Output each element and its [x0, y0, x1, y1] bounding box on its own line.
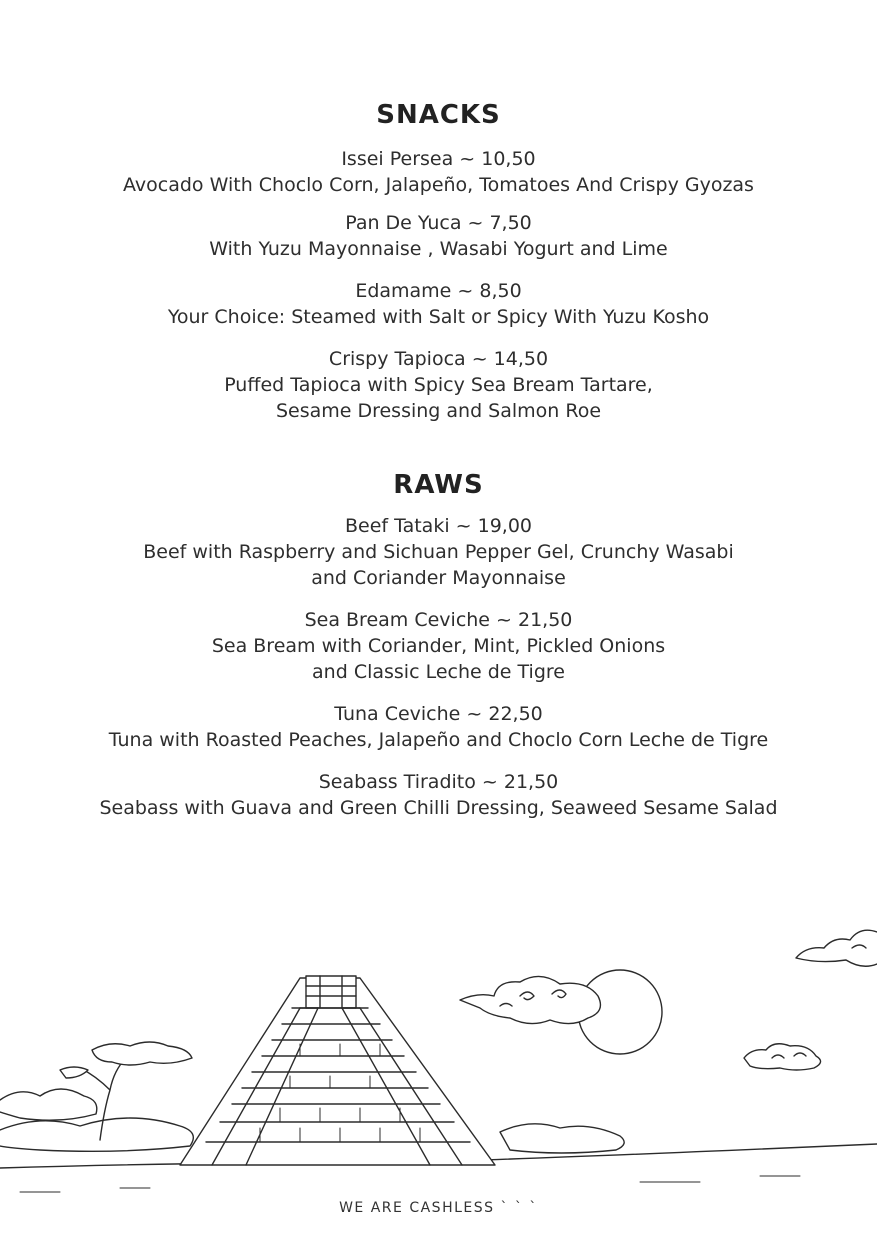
- item-description: Tuna with Roasted Peaches, Jalapeño and Choclo Corn Leche de Tigre: [108, 729, 769, 751]
- item-name-price: Issei Persea ~ 10,50: [341, 148, 536, 170]
- menu-item-edamame: [0, 278, 877, 330]
- pyramid-icon: [180, 976, 495, 1165]
- item-name-price: Seabass Tiradito ~ 21,50: [318, 771, 559, 793]
- item-description: and Classic Leche de Tigre: [312, 661, 565, 683]
- item-description: Sesame Dressing and Salmon Roe: [275, 400, 602, 422]
- landscape-illustration: [0, 900, 877, 1200]
- menu-item-crispy-tapioca: [0, 346, 877, 424]
- item-name-price: Edamame ~ 8,50: [355, 280, 522, 302]
- item-description: Beef with Raspberry and Sichuan Pepper Gel, Crunchy Wasabi: [143, 541, 734, 563]
- item-description: With Yuzu Mayonnaise , Wasabi Yogurt and Lime: [209, 238, 668, 260]
- item-description: Your Choice: Steamed with Salt or Spicy With Yuzu Kosho: [167, 306, 710, 328]
- item-description: Puffed Tapioca with Spicy Sea Bream Tartare,: [224, 374, 653, 396]
- item-description: and Coriander Mayonnaise: [311, 567, 566, 589]
- item-name-price: Tuna Ceviche ~ 22,50: [334, 703, 543, 725]
- item-name-price: Crispy Tapioca ~ 14,50: [328, 348, 549, 370]
- cloud-icon: [796, 930, 877, 966]
- item-name-price: Pan De Yuca ~ 7,50: [345, 212, 532, 234]
- item-name-price: Beef Tataki ~ 19,00: [344, 515, 532, 537]
- menu-item-beef-tataki: [0, 513, 877, 591]
- menu-item-issei-persea: [0, 146, 877, 198]
- menu-item-pan-de-yuca: [0, 210, 877, 262]
- footer-cashless-note: WE ARE CASHLESS ` ` `: [339, 1200, 538, 1216]
- menu-item-tuna-ceviche: [0, 701, 877, 753]
- menu-item-sea-bream-ceviche: [0, 607, 877, 685]
- menu-item-seabass-tiradito: [0, 769, 877, 821]
- item-name-price: Sea Bream Ceviche ~ 21,50: [304, 609, 573, 631]
- cloud-icon: [744, 1044, 821, 1070]
- item-description: Seabass with Guava and Green Chilli Dressing, Seaweed Sesame Salad: [99, 797, 778, 819]
- section-title-raws: RAWS: [393, 470, 484, 500]
- cloud-icon: [460, 976, 600, 1023]
- section-title-snacks: SNACKS: [376, 100, 501, 130]
- item-description: Sea Bream with Coriander, Mint, Pickled Onions: [211, 635, 666, 657]
- item-description: Avocado With Choclo Corn, Jalapeño, Tomatoes And Crispy Gyozas: [123, 174, 754, 196]
